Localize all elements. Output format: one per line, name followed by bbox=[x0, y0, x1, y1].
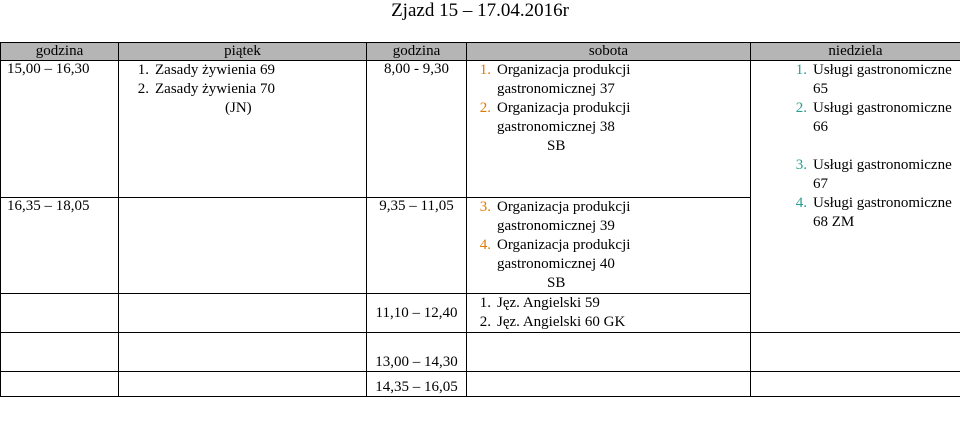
saturday-classes-3 bbox=[467, 294, 751, 333]
time-label: 15,00 – 16,30 bbox=[7, 61, 90, 77]
friday-classes-3 bbox=[119, 294, 367, 333]
friday-time-1 bbox=[1, 61, 119, 198]
empty-cell bbox=[1, 372, 119, 397]
item-number: 4. bbox=[479, 237, 491, 253]
sunday-block-1 bbox=[751, 61, 960, 137]
list-item bbox=[467, 294, 750, 313]
item-text: Organizacja produkcji bbox=[497, 237, 631, 253]
item-number: 3. bbox=[795, 157, 807, 173]
sunday-classes bbox=[751, 61, 960, 333]
empty-cell bbox=[751, 333, 960, 372]
saturday-time-5 bbox=[367, 372, 467, 397]
saturday-time-2 bbox=[367, 198, 467, 294]
item-text: Usługi gastronomiczne bbox=[813, 157, 952, 173]
item-number: 1. bbox=[479, 295, 491, 311]
time-label: 14,35 – 16,05 bbox=[375, 379, 458, 395]
list-item bbox=[783, 156, 960, 175]
item-text-cont: gastronomicznej 38 bbox=[497, 119, 615, 135]
list-item bbox=[467, 236, 750, 255]
item-text-cont: 66 bbox=[813, 119, 828, 135]
friday-classes-1 bbox=[119, 61, 367, 198]
item-text-cont: gastronomicznej 37 bbox=[497, 81, 615, 97]
empty-cell bbox=[1, 333, 119, 372]
empty-cell bbox=[467, 372, 751, 397]
header-piatek: piątek bbox=[119, 43, 367, 61]
page-title: Zjazd 15 – 17.04.2016r bbox=[391, 0, 569, 21]
teacher-note: (JN) bbox=[225, 100, 252, 116]
list-item bbox=[467, 99, 750, 118]
item-text: Zasady żywienia 70 bbox=[155, 81, 275, 97]
time-label: 9,35 – 11,05 bbox=[379, 198, 454, 214]
item-text: Organizacja produkcji bbox=[497, 100, 631, 116]
item-text: Usługi gastronomiczne bbox=[813, 62, 952, 78]
item-text: Usługi gastronomiczne bbox=[813, 100, 952, 116]
item-number: 1. bbox=[795, 62, 807, 78]
item-text: Zasady żywienia 69 bbox=[155, 62, 275, 78]
item-text-cont: gastronomicznej 39 bbox=[497, 218, 615, 234]
item-text-cont: 68 ZM bbox=[813, 214, 855, 230]
table-row bbox=[1, 333, 960, 372]
time-label: 16,35 – 18,05 bbox=[7, 198, 90, 214]
teacher-note: SB bbox=[547, 275, 566, 291]
item-text: Jęz. Angielski 59 bbox=[497, 295, 600, 311]
header-row bbox=[1, 43, 960, 61]
item-number: 2. bbox=[479, 100, 491, 116]
item-number: 1. bbox=[137, 62, 149, 78]
item-number: 1. bbox=[479, 62, 491, 78]
list-item bbox=[119, 80, 366, 99]
item-text: Jęz. Angielski 60 GK bbox=[497, 314, 626, 330]
list-item bbox=[467, 313, 750, 332]
list-item bbox=[467, 198, 750, 217]
list-item bbox=[783, 61, 960, 80]
saturday-classes-2 bbox=[467, 198, 751, 294]
table-row bbox=[1, 372, 960, 397]
saturday-time-3 bbox=[367, 294, 467, 333]
time-label: 13,00 – 14,30 bbox=[375, 354, 458, 370]
saturday-time-4 bbox=[367, 333, 467, 372]
friday-time-2 bbox=[1, 198, 119, 294]
item-text-cont: 65 bbox=[813, 81, 828, 97]
header-sobota: sobota bbox=[467, 43, 751, 61]
item-text: Usługi gastronomiczne bbox=[813, 195, 952, 211]
header-niedziela: niedziela bbox=[751, 43, 960, 61]
item-number: 2. bbox=[795, 100, 807, 116]
item-text: Organizacja produkcji bbox=[497, 62, 631, 78]
teacher-note: SB bbox=[547, 138, 566, 154]
saturday-classes-1 bbox=[467, 61, 751, 198]
friday-time-3 bbox=[1, 294, 119, 333]
list-item bbox=[467, 61, 750, 80]
list-item bbox=[783, 99, 960, 118]
empty-cell bbox=[751, 372, 960, 397]
item-text-cont: 67 bbox=[813, 176, 828, 192]
item-text-cont: gastronomicznej 40 bbox=[497, 256, 615, 272]
list-item bbox=[119, 61, 366, 80]
sunday-block-2 bbox=[751, 156, 960, 232]
item-number: 2. bbox=[479, 314, 491, 330]
table-row bbox=[1, 61, 960, 198]
schedule-table bbox=[0, 42, 960, 397]
item-number: 4. bbox=[795, 195, 807, 211]
friday-classes-2 bbox=[119, 198, 367, 294]
empty-cell bbox=[467, 333, 751, 372]
time-label: 11,10 – 12,40 bbox=[375, 304, 458, 321]
list-item bbox=[783, 194, 960, 213]
empty-cell bbox=[119, 333, 367, 372]
item-number: 2. bbox=[137, 81, 149, 97]
time-label: 8,00 - 9,30 bbox=[384, 61, 449, 77]
item-number: 3. bbox=[479, 199, 491, 215]
saturday-time-1 bbox=[367, 61, 467, 198]
header-godzina-2: godzina bbox=[367, 43, 467, 61]
header-godzina-1: godzina bbox=[1, 43, 119, 61]
item-text: Organizacja produkcji bbox=[497, 199, 631, 215]
empty-cell bbox=[119, 372, 367, 397]
